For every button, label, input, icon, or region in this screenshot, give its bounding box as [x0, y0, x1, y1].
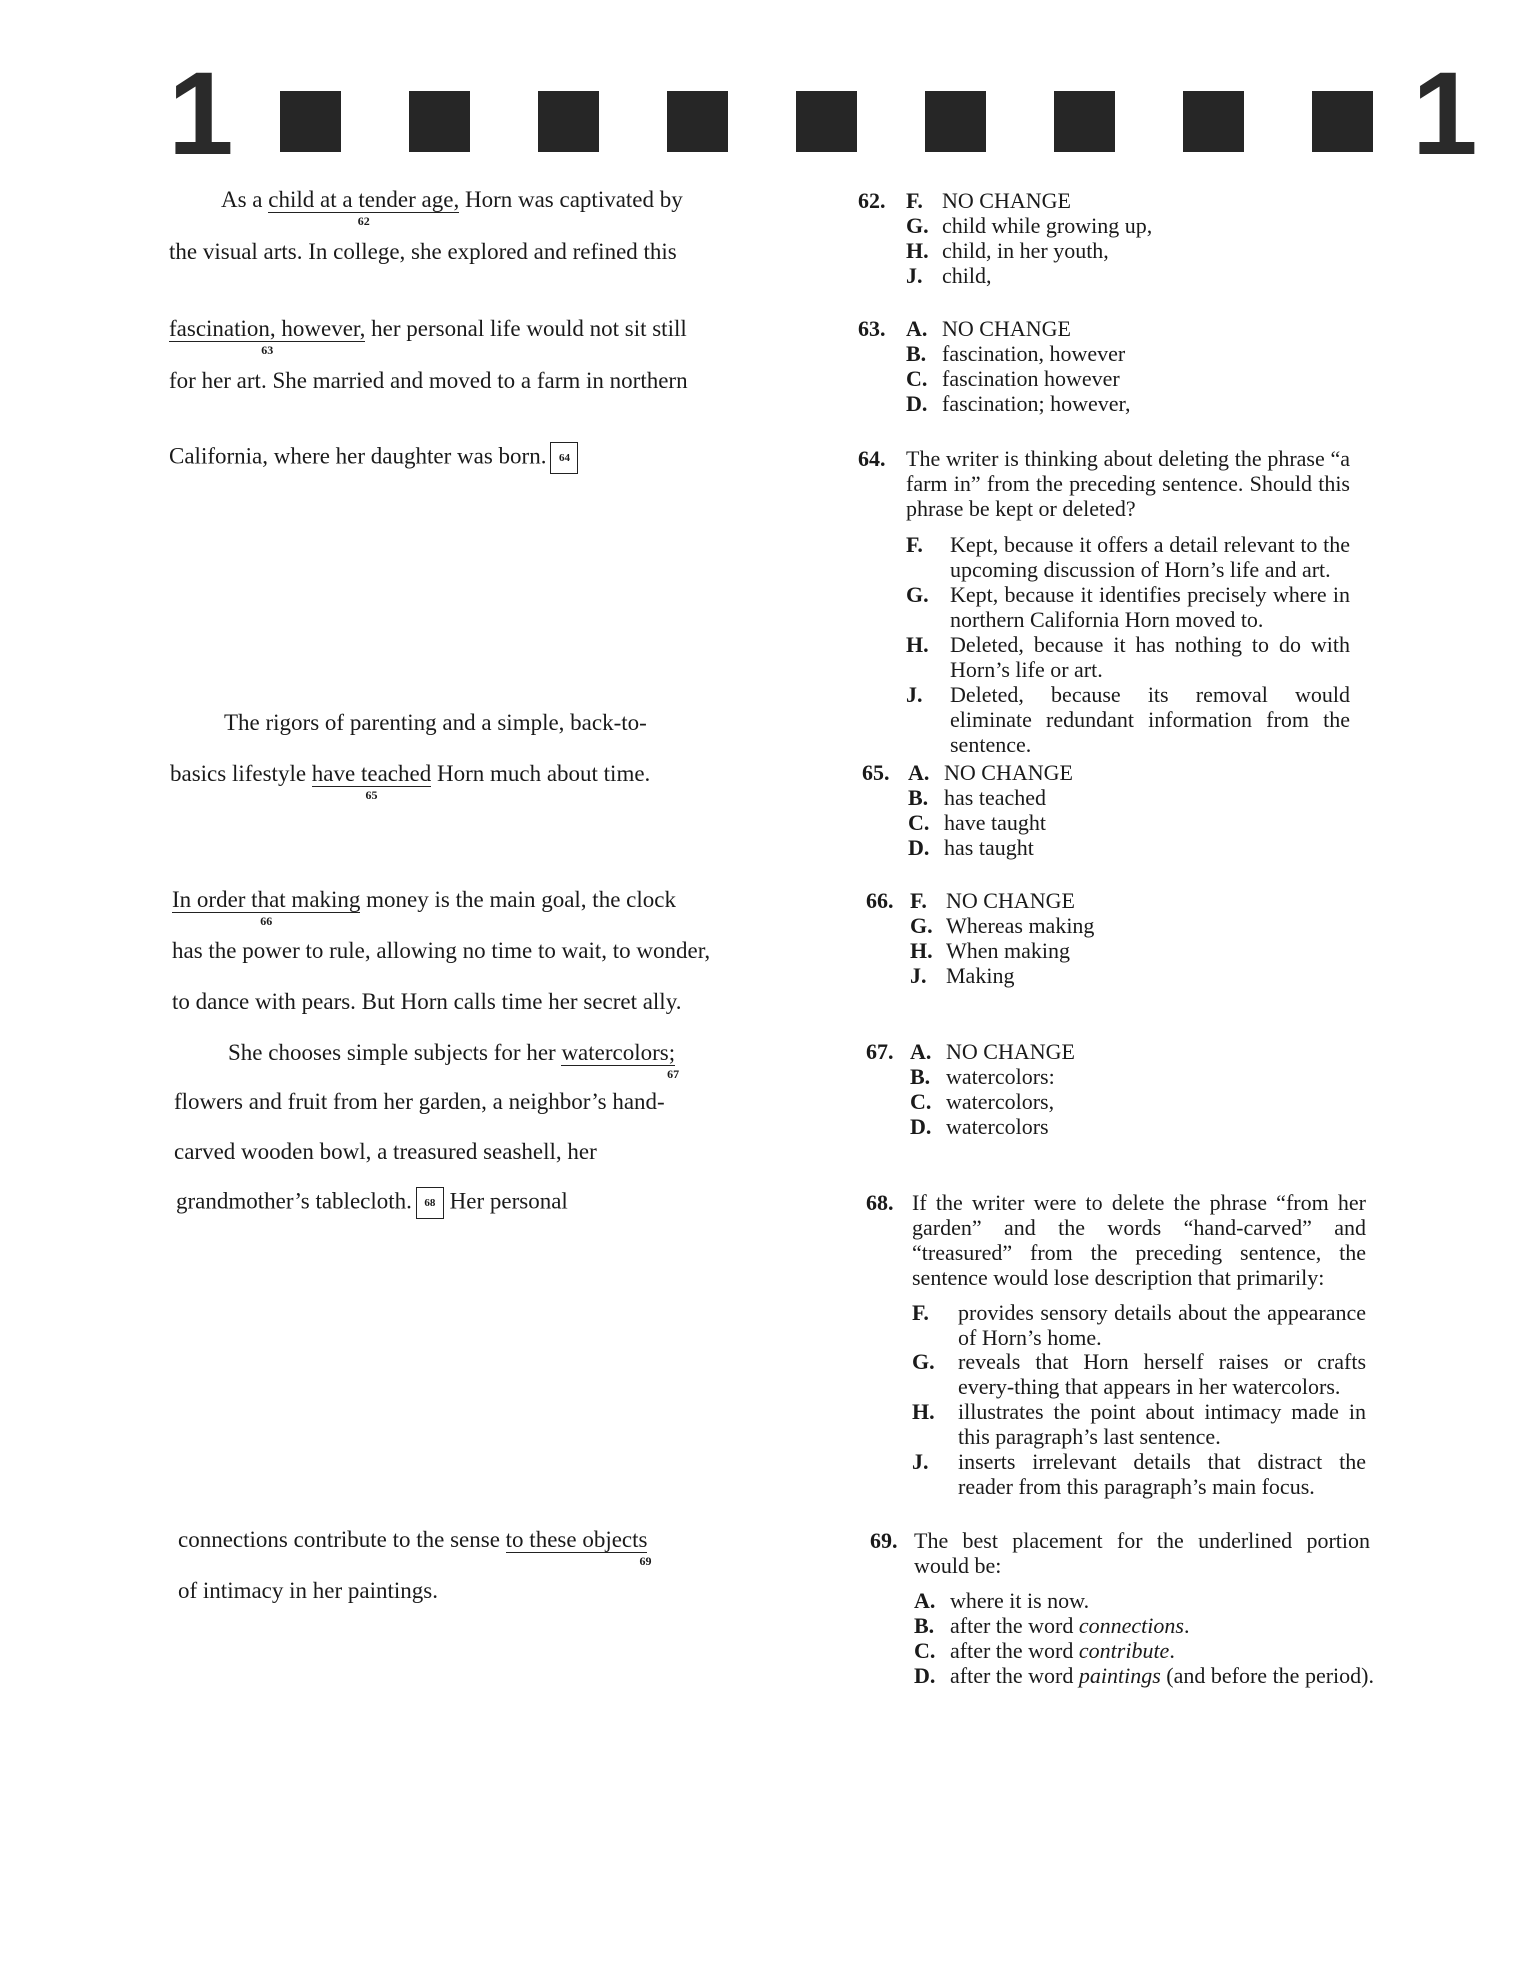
answer-option[interactable]: J. inserts irrelevant details that distract the reader from this paragraph’s main focus. — [912, 1449, 1366, 1499]
answer-option[interactable]: A. NO CHANGE — [908, 760, 1073, 785]
passage-line: In order that making 66 money is the main goal, the clock — [172, 887, 676, 928]
answer-option[interactable]: A. NO CHANGE — [906, 316, 1071, 341]
answer-option[interactable]: D. after the word paintings (and before the period). — [914, 1663, 1374, 1688]
question-number: 66. — [866, 888, 894, 913]
header-square — [667, 91, 728, 152]
passage-line: The rigors of parenting and a simple, back-to- — [224, 710, 647, 735]
header-square — [796, 91, 857, 152]
answer-option[interactable]: B. watercolors: — [910, 1064, 1055, 1089]
answer-option[interactable]: F. Kept, because it offers a detail relevant to the upcoming discussion of Horn’s life and art. — [906, 532, 1350, 582]
answer-option[interactable]: J. child, — [906, 263, 992, 288]
answer-option[interactable]: J. Deleted, because its removal would eliminate redundant information from the sentence. — [906, 682, 1350, 757]
passage-line: has the power to rule, allowing no time to wait, to wonder, — [172, 938, 711, 963]
underlined-portion-66[interactable]: In order that making 66 — [172, 887, 361, 928]
passage-line: As a child at a tender age, 62 Horn was captivated by — [221, 187, 683, 228]
answer-option[interactable]: F. NO CHANGE — [906, 188, 1071, 213]
answer-option[interactable]: H. child, in her youth, — [906, 238, 1109, 263]
header-square — [538, 91, 599, 152]
underlined-portion-63[interactable]: fascination, however, 63 — [169, 316, 366, 357]
question-number: 63. — [858, 316, 886, 341]
answer-option[interactable]: F. NO CHANGE — [910, 888, 1075, 913]
answer-option[interactable]: A. NO CHANGE — [910, 1039, 1075, 1064]
passage-line: for her art. She married and moved to a farm in northern — [169, 368, 688, 393]
passage-line: She chooses simple subjects for her watercolors; 67 — [228, 1040, 680, 1081]
question-marker: 69 — [639, 1554, 652, 1568]
question-number: 62. — [858, 188, 886, 213]
question-marker: 66 — [260, 914, 273, 928]
answer-option[interactable]: D. fascination; however, — [906, 391, 1131, 416]
answer-option[interactable]: D. watercolors — [910, 1114, 1049, 1139]
header-square — [280, 91, 341, 152]
answer-option[interactable]: D. has taught — [908, 835, 1034, 860]
answer-option[interactable]: G. child while growing up, — [906, 213, 1153, 238]
passage-line: the visual arts. In college, she explored and refined this — [169, 239, 677, 264]
header-square — [409, 91, 470, 152]
answer-option[interactable]: B. has teached — [908, 785, 1046, 810]
question-stem: If the writer were to delete the phrase “from her garden” and the words “hand-carved” and “treasured” from the preceding sentence, the sentence would lose description that primarily: — [912, 1190, 1366, 1290]
answer-option[interactable]: A. where it is now. — [914, 1588, 1090, 1613]
underlined-portion-67[interactable]: watercolors; 67 — [561, 1040, 680, 1081]
question-box-64[interactable]: 64 — [550, 442, 578, 474]
question-box-68[interactable]: 68 — [416, 1187, 444, 1219]
answer-option[interactable]: B. fascination, however — [906, 341, 1126, 366]
passage-line: connections contribute to the sense to these objects 69 — [178, 1527, 652, 1568]
underlined-portion-62[interactable]: child at a tender age, 62 — [268, 187, 460, 228]
question-stem: The writer is thinking about deleting the phrase “a farm in” from the preceding sentence. Should this phrase be kept or deleted? — [906, 446, 1350, 521]
passage-line: to dance with pears. But Horn calls time her secret ally. — [172, 989, 682, 1014]
passage-line: grandmother’s tablecloth. 68 Her personal — [176, 1187, 568, 1219]
answer-option[interactable]: H. Deleted, because it has nothing to do with Horn’s life or art. — [906, 632, 1350, 682]
answer-option[interactable]: B. after the word connections. — [914, 1613, 1190, 1638]
answer-option[interactable]: C. after the word contribute. — [914, 1638, 1175, 1663]
question-stem: The best placement for the underlined portion would be: — [914, 1528, 1370, 1578]
passage-line: carved wooden bowl, a treasured seashell, her — [174, 1139, 597, 1164]
section-number-left: 1 — [168, 48, 234, 180]
question-marker: 67 — [667, 1067, 680, 1081]
question-marker: 62 — [357, 214, 370, 228]
section-number-right: 1 — [1412, 48, 1478, 180]
passage-line: California, where her daughter was born. 64 — [169, 442, 578, 474]
underlined-portion-69[interactable]: to these objects 69 — [505, 1527, 652, 1568]
header-square — [1054, 91, 1115, 152]
answer-option[interactable]: J. Making — [910, 963, 1015, 988]
answer-option[interactable]: C. have taught — [908, 810, 1047, 835]
question-marker: 63 — [261, 343, 274, 357]
answer-option[interactable]: H. When making — [910, 938, 1071, 963]
question-marker: 65 — [365, 788, 378, 802]
answer-option[interactable]: G. Kept, because it identifies precisely where in northern California Horn moved to. — [906, 582, 1350, 632]
header-square — [1183, 91, 1244, 152]
passage-line: basics lifestyle have teached 65 Horn much about time. — [170, 761, 651, 802]
answer-option[interactable]: C. fascination however — [906, 366, 1120, 391]
answer-option[interactable]: F. provides sensory details about the appearance of Horn’s home. — [912, 1300, 1366, 1350]
answer-option[interactable]: C. watercolors, — [910, 1089, 1055, 1114]
header-square — [1312, 91, 1373, 152]
passage-line: of intimacy in her paintings. — [178, 1578, 438, 1603]
question-number: 68. — [866, 1190, 894, 1215]
answer-option[interactable]: G. Whereas making — [910, 913, 1095, 938]
question-number: 65. — [862, 760, 890, 785]
passage-line: fascination, however, 63 her personal life would not sit still — [169, 316, 687, 357]
answer-option[interactable]: H. illustrates the point about intimacy made in this paragraph’s last sentence. — [912, 1399, 1366, 1449]
question-number: 67. — [866, 1039, 894, 1064]
question-number: 69. — [870, 1528, 898, 1553]
header-square — [925, 91, 986, 152]
answer-option[interactable]: G. reveals that Horn herself raises or crafts every-thing that appears in her watercolors. — [912, 1349, 1366, 1399]
underlined-portion-65[interactable]: have teached 65 — [311, 761, 432, 802]
question-number: 64. — [858, 446, 886, 471]
passage-line: flowers and fruit from her garden, a neighbor’s hand- — [174, 1089, 665, 1114]
